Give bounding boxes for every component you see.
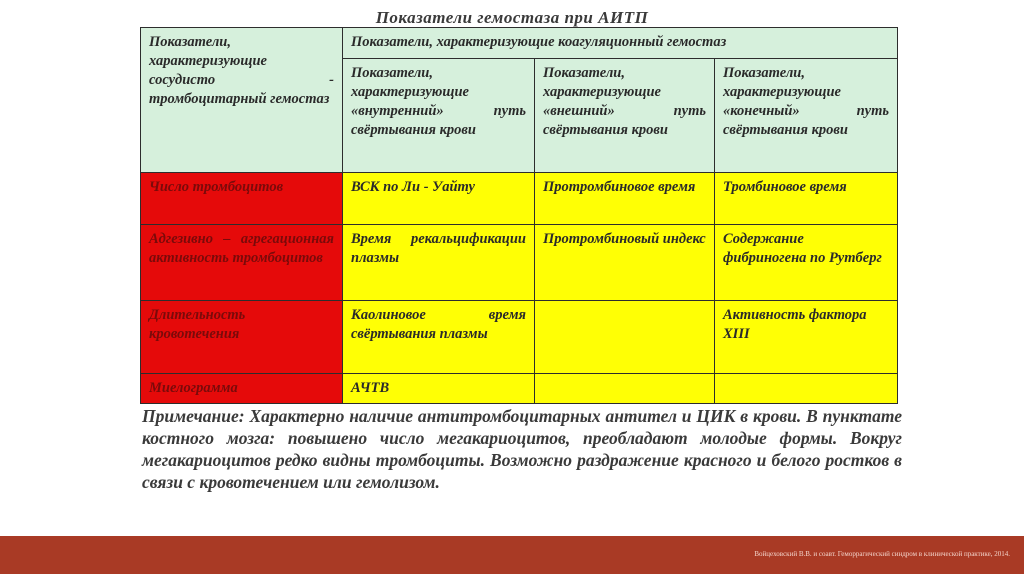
table-cell: ВСК по Ли - Уайту (343, 173, 535, 225)
note-paragraph: Примечание: Характерно наличие антитромбоцитарных антител и ЦИК в крови. В пунктате костного мозга: повышено число мегакариоцитов, преобладают молодые формы. Вокруг мегакариоцитов редко видны тромбоциты. Возможно раздражение красного и белого ростков в связи с кровотечением или гемолизом. (142, 406, 902, 492)
table-cell: Протромбиновое время (535, 173, 715, 225)
table-cell: Содержание фибриногена по Рутберг (715, 225, 898, 301)
table-cell: Каолиновое время свёртывания плазмы (343, 301, 535, 374)
table-cell (535, 374, 715, 404)
row-label: Миелограмма (141, 374, 343, 404)
footer-citation: Войцеховский В.В. и соавт. Геморрагический синдром в клинической практике, 2014. (754, 550, 1010, 558)
table-cell: Тромбиновое время (715, 173, 898, 225)
table-cell: АЧТВ (343, 374, 535, 404)
slide-title: Показатели гемостаза при АИТП (375, 8, 649, 27)
header-extrinsic-pathway: Показатели, характеризующие «внешний» путь свёртывания крови (535, 59, 715, 173)
row-label: Адгезивно – агрегационная активность тромбоцитов (141, 225, 343, 301)
table-cell: Активность фактора XIII (715, 301, 898, 374)
header-vascular-platelet: Показатели, характеризующие сосудисто - тромбоцитарный гемостаз (141, 28, 343, 173)
table-cell (715, 374, 898, 404)
footer-bar (0, 536, 1024, 574)
header-intrinsic-pathway: Показатели, характеризующие «внутренний» путь свёртывания крови (343, 59, 535, 173)
hemostasis-table (140, 27, 898, 404)
row-label: Длительность кровотечения (141, 301, 343, 374)
table-cell: Время рекальцификации плазмы (343, 225, 535, 301)
row-label: Число тромбоцитов (141, 173, 343, 225)
header-coagulation: Показатели, характеризующие коагуляционный гемостаз (343, 28, 898, 59)
header-final-pathway: Показатели, характеризующие «конечный» путь свёртывания крови (715, 59, 898, 173)
table-cell (535, 301, 715, 374)
table-cell: Протромбиновый индекс (535, 225, 715, 301)
